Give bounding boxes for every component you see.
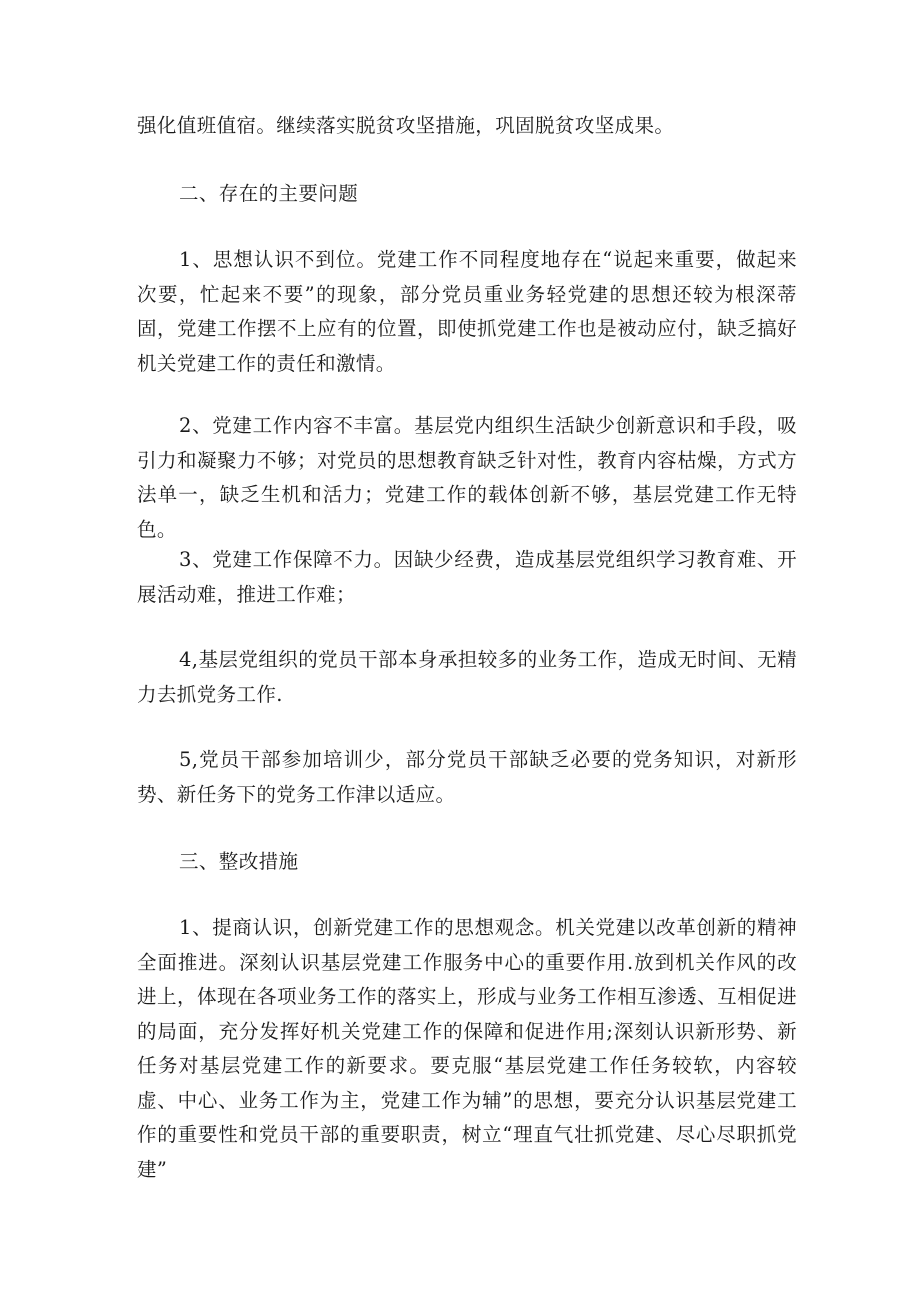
paragraph-problem-2: 2、党建工作内容不丰富。基层党内组织生活缺少创新意识和手段，吸引力和凝聚力不够；对党员的思想教育缺乏针对性，教育内容枯燥，方式方法单一，缺乏生机和活力；党建工作的载体创新不够，基层党建工作无特色。: [137, 414, 797, 541]
section-heading-rectification: 三、整改措施: [179, 850, 299, 873]
section-heading-main-problems: 二、存在的主要问题: [179, 182, 359, 205]
paragraph-problem-3: 3、党建工作保障不力。因缺少经费，造成基层党组织学习教育难、开展活动难，推进工作难；: [137, 548, 797, 606]
paragraph-continuation: 强化值班值宿。继续落实脱贫攻坚措施，巩固脱贫攻坚成果。: [137, 114, 675, 137]
paragraph-problem-5: 5,党员干部参加培训少，部分党员干部缺乏必要的党务知识，对新形势、新任务下的党务工作津以适应。: [137, 748, 797, 806]
paragraph-measure-1: 1、提商认识，创新党建工作的思想观念。机关党建以改革创新的精神全面推进。深刻认识基层党建工作服务中心的重要作用.放到机关作风的改进上，体现在各项业务工作的落实上，形成与业务工作相互渗透、互相促进的局面，充分发挥好机关党建工作的保障和促进作用;深刻认识新形势、新任务对基层党建工作的新要求。要克服“基层党建工作任务较软，内容较虚、中心、业务工作为主，党建工作为辅”的思想，要充分认识基层党建工作的重要性和党员干部的重要职责，树立“理直气壮抓党建、尽心尽职抓党建”: [137, 916, 797, 1181]
paragraph-problem-1: 1、思想认识不到位。党建工作不同程度地存在“说起来重要，做起来次要，忙起来不要”的现象，部分党员重业务轻党建的思想还较为根深蒂固，党建工作摆不上应有的位置，即使抓党建工作也是被动应付，缺乏搞好机关党建工作的责任和激情。: [137, 248, 797, 375]
paragraph-problem-4: 4,基层党组织的党员干部本身承担较多的业务工作，造成无时间、无精力去抓党务工作.: [137, 648, 797, 706]
